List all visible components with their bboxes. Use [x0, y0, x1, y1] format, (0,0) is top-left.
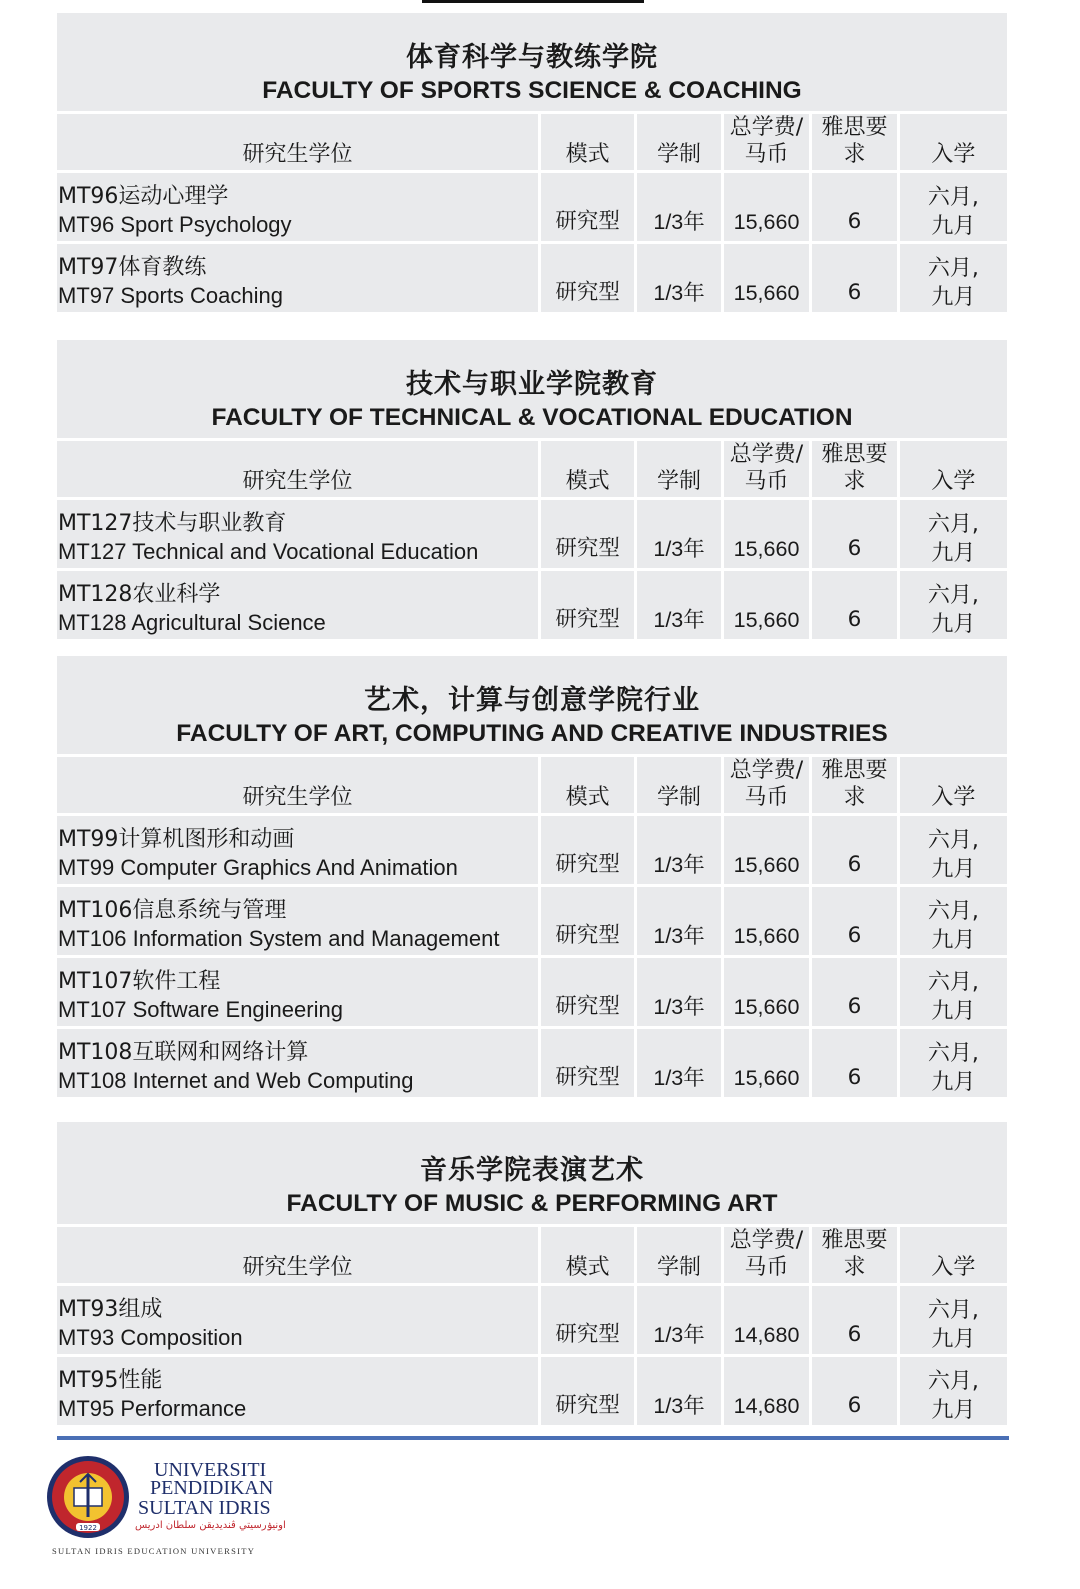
column-header-row — [57, 757, 1007, 813]
fee-cell: 14,680 — [724, 1286, 809, 1354]
ielts-cell: 6 — [812, 244, 896, 312]
col-program: 研究生学位 — [57, 441, 538, 497]
column-header-row — [57, 114, 1007, 170]
program-name: MT97体育教练 MT97 Sports Coaching — [57, 244, 538, 312]
mode-cell: 研究型 — [541, 500, 634, 568]
program-name: MT99计算机图形和动画 MT99 Computer Graphics And Animation — [57, 816, 538, 884]
col-mode: 模式 — [541, 114, 634, 170]
col-ielts: 雅思要 求 — [812, 114, 896, 170]
fee-cell: 15,660 — [724, 500, 809, 568]
col-duration: 学制 — [637, 1227, 720, 1283]
col-program: 研究生学位 — [57, 114, 538, 170]
section-header — [57, 656, 1007, 754]
col-mode: 模式 — [541, 441, 634, 497]
ielts-cell: 6 — [812, 571, 896, 639]
section-title-en: FACULTY OF SPORTS SCIENCE & COACHING — [262, 77, 802, 104]
col-program: 研究生学位 — [57, 1227, 538, 1283]
mode-cell: 研究型 — [541, 1357, 634, 1425]
ielts-cell: 6 — [812, 1357, 896, 1425]
intake-cell: 六月, 九月 — [900, 571, 1007, 639]
duration-cell: 1/3年 — [637, 1029, 720, 1097]
ielts-cell: 6 — [812, 1286, 896, 1354]
col-mode: 模式 — [541, 1227, 634, 1283]
section-header — [57, 13, 1007, 111]
uni-name-line3: SULTAN IDRIS — [138, 1497, 271, 1519]
intake-cell: 六月, 九月 — [900, 958, 1007, 1026]
intake-cell: 六月, 九月 — [900, 1286, 1007, 1354]
duration-cell: 1/3年 — [637, 1357, 720, 1425]
col-mode: 模式 — [541, 757, 634, 813]
intake-cell: 六月, 九月 — [900, 1357, 1007, 1425]
table-row — [57, 244, 1007, 312]
faculty-section-art-computing — [57, 656, 1007, 1097]
mode-cell: 研究型 — [541, 244, 634, 312]
mode-cell: 研究型 — [541, 571, 634, 639]
intake-cell: 六月, 九月 — [900, 887, 1007, 955]
section-title-zh: 技术与职业学院教育 — [406, 369, 658, 400]
program-name: MT106信息系统与管理 MT106 Information System and Management — [57, 887, 538, 955]
section-header — [57, 340, 1007, 438]
program-name: MT107软件工程 MT107 Software Engineering — [57, 958, 538, 1026]
col-intake: 入学 — [900, 441, 1007, 497]
section-header — [57, 1122, 1007, 1224]
table-row — [57, 887, 1007, 955]
duration-cell: 1/3年 — [637, 887, 720, 955]
ielts-cell: 6 — [812, 816, 896, 884]
ielts-cell: 6 — [812, 500, 896, 568]
faculty-section-music — [57, 1122, 1007, 1425]
mode-cell: 研究型 — [541, 816, 634, 884]
table-row — [57, 500, 1007, 568]
fee-cell: 15,660 — [724, 173, 809, 241]
duration-cell: 1/3年 — [637, 958, 720, 1026]
col-fee: 总学费/ 马币 — [724, 1227, 809, 1283]
svg-text:1922: 1922 — [79, 1524, 97, 1532]
duration-cell: 1/3年 — [637, 816, 720, 884]
fee-cell: 15,660 — [724, 958, 809, 1026]
duration-cell: 1/3年 — [637, 500, 720, 568]
university-seal-logo — [46, 1455, 130, 1539]
university-tagline: SULTAN IDRIS EDUCATION UNIVERSITY — [52, 1546, 256, 1556]
section-title-en: FACULTY OF MUSIC & PERFORMING ART — [286, 1190, 778, 1217]
table-row — [57, 1357, 1007, 1425]
ielts-cell: 6 — [812, 173, 896, 241]
section-title-en: FACULTY OF ART, COMPUTING AND CREATIVE INDUSTRIES — [176, 720, 888, 747]
fee-cell: 15,660 — [724, 571, 809, 639]
mode-cell: 研究型 — [541, 958, 634, 1026]
footer-divider — [57, 1436, 1009, 1440]
table-row — [57, 173, 1007, 241]
table-row — [57, 958, 1007, 1026]
duration-cell: 1/3年 — [637, 244, 720, 312]
duration-cell: 1/3年 — [637, 1286, 720, 1354]
university-wordmark — [138, 1458, 273, 1520]
col-ielts: 雅思要 求 — [812, 1227, 896, 1283]
col-ielts: 雅思要 求 — [812, 441, 896, 497]
fee-cell: 15,660 — [724, 1029, 809, 1097]
uni-name-line1: UNIVERSITI — [154, 1459, 267, 1481]
intake-cell: 六月, 九月 — [900, 1029, 1007, 1097]
jawi-script-name: اونيۏرسيتي ڤنديديقن سلطان ادريس — [135, 1520, 286, 1531]
table-row — [57, 1029, 1007, 1097]
program-name: MT95性能 MT95 Performance — [57, 1357, 538, 1425]
faculty-section-technical — [57, 340, 1007, 639]
ielts-cell: 6 — [812, 1029, 896, 1097]
col-fee: 总学费/ 马币 — [724, 114, 809, 170]
mode-cell: 研究型 — [541, 887, 634, 955]
section-title-en: FACULTY OF TECHNICAL & VOCATIONAL EDUCATION — [211, 404, 853, 431]
duration-cell: 1/3年 — [637, 571, 720, 639]
col-intake: 入学 — [900, 114, 1007, 170]
section-title-zh: 体育科学与教练学院 — [406, 42, 658, 73]
col-duration: 学制 — [637, 757, 720, 813]
intake-cell: 六月, 九月 — [900, 244, 1007, 312]
col-fee: 总学费/ 马币 — [724, 757, 809, 813]
mode-cell: 研究型 — [541, 173, 634, 241]
column-header-row — [57, 441, 1007, 497]
col-duration: 学制 — [637, 441, 720, 497]
section-title-zh: 音乐学院表演艺术 — [420, 1155, 644, 1186]
top-divider — [422, 0, 644, 3]
mode-cell: 研究型 — [541, 1286, 634, 1354]
program-name: MT93组成 MT93 Composition — [57, 1286, 538, 1354]
col-fee: 总学费/ 马币 — [724, 441, 809, 497]
intake-cell: 六月, 九月 — [900, 173, 1007, 241]
col-duration: 学制 — [637, 114, 720, 170]
fee-cell: 15,660 — [724, 887, 809, 955]
col-ielts: 雅思要 求 — [812, 757, 896, 813]
fee-cell: 15,660 — [724, 244, 809, 312]
col-program: 研究生学位 — [57, 757, 538, 813]
col-intake: 入学 — [900, 757, 1007, 813]
ielts-cell: 6 — [812, 958, 896, 1026]
mode-cell: 研究型 — [541, 1029, 634, 1097]
fee-cell: 14,680 — [724, 1357, 809, 1425]
program-name: MT127技术与职业教育 MT127 Technical and Vocational Education — [57, 500, 538, 568]
table-row — [57, 1286, 1007, 1354]
table-row — [57, 571, 1007, 639]
fee-cell: 15,660 — [724, 816, 809, 884]
program-name: MT96运动心理学 MT96 Sport Psychology — [57, 173, 538, 241]
col-intake: 入学 — [900, 1227, 1007, 1283]
intake-cell: 六月, 九月 — [900, 816, 1007, 884]
table-row — [57, 816, 1007, 884]
uni-name-line2: PENDIDIKAN — [150, 1477, 274, 1499]
program-name: MT128农业科学 MT128 Agricultural Science — [57, 571, 538, 639]
intake-cell: 六月, 九月 — [900, 500, 1007, 568]
duration-cell: 1/3年 — [637, 173, 720, 241]
program-name: MT108互联网和网络计算 MT108 Internet and Web Computing — [57, 1029, 538, 1097]
column-header-row — [57, 1227, 1007, 1283]
ielts-cell: 6 — [812, 887, 896, 955]
section-title-zh: 艺术，计算与创意学院行业 — [364, 685, 700, 716]
faculty-section-sports — [57, 13, 1007, 312]
